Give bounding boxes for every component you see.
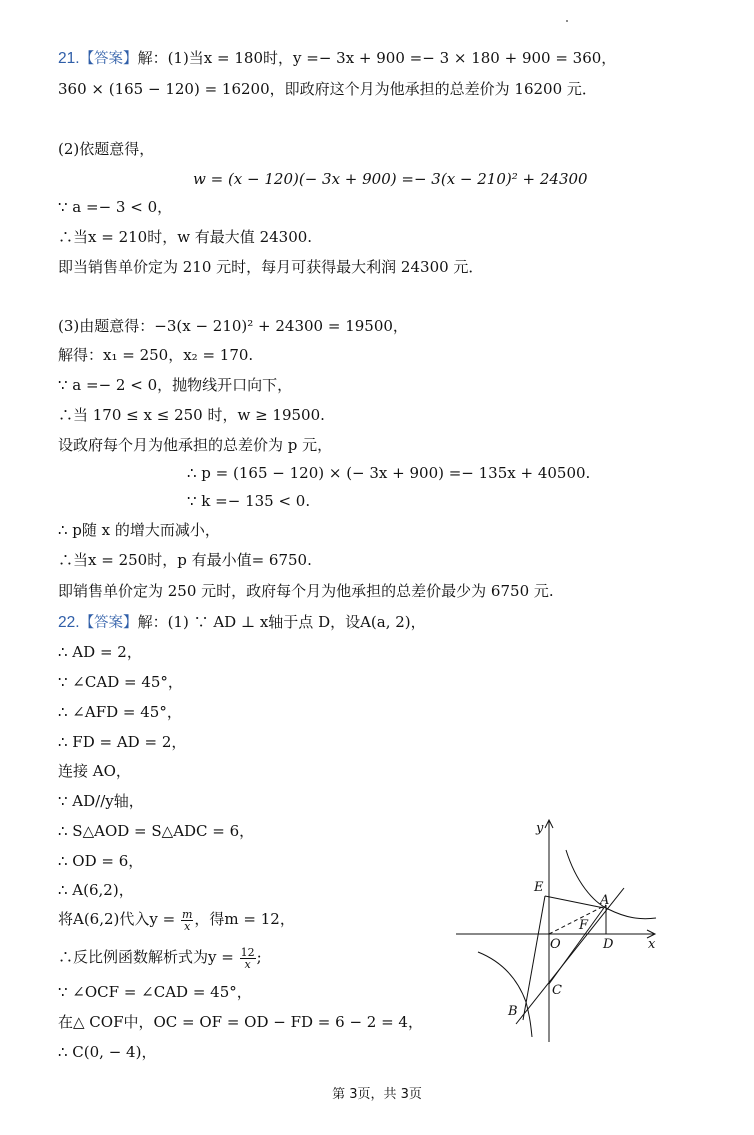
- label-F: F: [579, 918, 589, 933]
- label-B: B: [508, 1004, 518, 1019]
- q22-line-13: ∵ ∠OCF = ∠CAD = 45°，: [58, 983, 252, 1001]
- label-E: E: [534, 880, 544, 895]
- q22-substitute-text: 将A(6,2)代入y =: [58, 910, 180, 928]
- q22-line-9: ∴ OD = 6，: [58, 852, 144, 870]
- q21-line-3: (2)依题意得，: [58, 140, 155, 158]
- q21-equation-k: ∵ k =− 135 < 0.: [187, 492, 311, 510]
- q22-answer-tag: 【答案】: [79, 615, 138, 631]
- q22-line-8: ∴ S△AOD = S△ADC = 6，: [58, 822, 255, 840]
- q21-line-15: ∴ p随 x 的增大而减小，: [58, 521, 220, 539]
- page-footer: 第 3页，共 3页: [332, 1087, 422, 1102]
- q21-line-1: [58, 47, 616, 70]
- q22-line-2: ∴ AD = 2，: [58, 643, 142, 661]
- q21-equation-p: ∴ p = (165 − 120) × (− 3x + 900) =− 135x + 40500.: [187, 464, 591, 482]
- label-C: C: [552, 983, 562, 998]
- dashed-segment-AO: [549, 905, 606, 934]
- coordinate-figure: [448, 812, 668, 1052]
- segment-EA: [545, 896, 604, 908]
- label-O: O: [550, 937, 561, 952]
- stray-dot: [566, 20, 568, 22]
- q22-line-3: ∵ ∠CAD = 45°，: [58, 673, 183, 691]
- q21-equation-w: w = (x − 120)(− 3x + 900) =− 3(x − 210)² + 24300: [193, 170, 588, 188]
- q22-text-1: 解：(1) ∵ AD ⊥ x轴于点 D，设A(a, 2)，: [137, 613, 426, 631]
- q22-line-15: ∴ C(0, − 4)，: [58, 1043, 157, 1061]
- fraction-numerator: 12: [240, 945, 255, 959]
- q22-line-12: [58, 946, 262, 970]
- q22-line-14: 在△ COF中，OC = OF = OD − FD = 6 − 2 = 4，: [58, 1013, 423, 1031]
- q21-line-2: 360 × (165 − 120) = 16200，即政府这个月为他承担的总差价为 16200 元．: [58, 80, 597, 98]
- q21-line-8: (3)由题意得：−3(x − 210)² + 24300 = 19500，: [58, 317, 408, 335]
- q21-line-17: 即销售单价定为 250 元时，政府每个月为他承担的总差价最少为 6750 元.: [58, 582, 554, 600]
- q21-line-7: 即当销售单价定为 210 元时，每月可获得最大利润 24300 元．: [58, 258, 484, 276]
- q22-line-10: ∴ A(6,2)，: [58, 881, 134, 899]
- fraction-denominator: x: [244, 957, 251, 971]
- q21-line-12: 设政府每个月为他承担的总差价为 p 元，: [58, 436, 333, 454]
- q22-line-11: [58, 908, 295, 932]
- q22-function-end: ;: [256, 948, 262, 966]
- q21-line-10: ∵ a =− 2 < 0，抛物线开口向下，: [58, 376, 293, 394]
- label-A: A: [600, 893, 610, 908]
- q21-number: 21.: [58, 50, 80, 67]
- hyperbola-third-quadrant: [478, 952, 532, 1037]
- q21-answer-tag: 【答案】: [79, 51, 138, 67]
- fraction-denominator: x: [184, 919, 191, 933]
- q21-line-9: 解得：x₁ = 250，x₂ = 170.: [58, 346, 254, 364]
- label-D: D: [603, 937, 614, 952]
- q21-line-5: ∵ a =− 3 < 0，: [58, 198, 173, 216]
- q21-line-16: ∴当x = 250时，p 有最小值= 6750.: [58, 551, 312, 569]
- q22-line-5: ∴ FD = AD = 2，: [58, 733, 187, 751]
- hyperbola-first-quadrant: [566, 850, 656, 919]
- q21-text-1: 解：(1)当x = 180时，y =− 3x + 900 =− 3 × 180 + 900 = 360，: [137, 49, 617, 67]
- q22-line-1: [58, 611, 426, 634]
- q22-function-text: ∴反比例函数解析式为y =: [58, 948, 239, 966]
- label-y: y: [536, 821, 544, 836]
- q22-line-4: ∴ ∠AFD = 45°，: [58, 703, 182, 721]
- q21-line-11: ∴当 170 ≤ x ≤ 250 时，w ≥ 19500.: [58, 406, 325, 424]
- q22-substitute-result: ，得m = 12，: [194, 910, 295, 928]
- q22-line-6: 连接 AO，: [58, 762, 131, 780]
- q22-number: 22.: [58, 614, 80, 631]
- label-x: x: [648, 937, 656, 952]
- q21-line-6: ∴当x = 210时，w 有最大值 24300.: [58, 228, 313, 246]
- q22-line-7: ∵ AD//y轴，: [58, 792, 144, 810]
- fraction-m-over-x: [181, 909, 193, 932]
- fraction-numerator: m: [181, 907, 193, 921]
- fraction-12-over-x: [240, 947, 256, 970]
- line-BA: [516, 888, 624, 1024]
